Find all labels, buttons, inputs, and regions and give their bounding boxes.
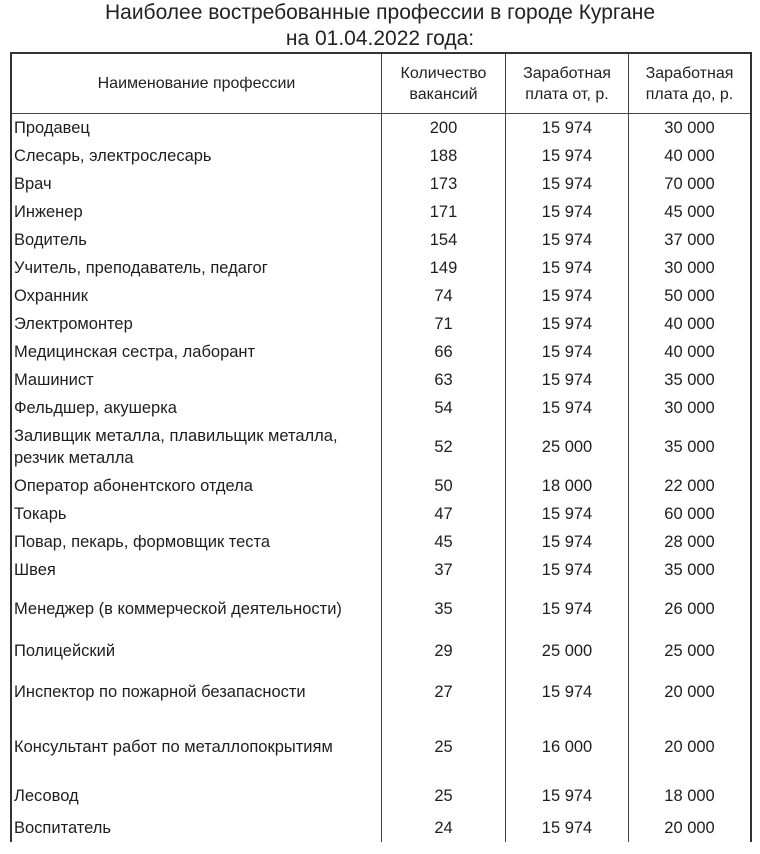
salary-from: 15 974 (505, 170, 628, 198)
vacancies-count: 74 (381, 282, 505, 310)
header-profession: Наименование профессии (97, 75, 296, 92)
vacancies-count: 171 (381, 198, 505, 226)
table-row (12, 668, 750, 716)
header-salary-from (505, 54, 628, 113)
salary-to: 18 000 (628, 778, 750, 814)
profession-name: Медицинская сестра, лаборант (14, 343, 256, 361)
salary-to: 37 000 (628, 226, 750, 254)
salary-from: 15 974 (505, 114, 628, 142)
profession-name: Повар, пекарь, формовщик теста (14, 533, 271, 551)
vacancies-count: 54 (381, 394, 505, 422)
professions-table (10, 52, 752, 842)
table-row (12, 226, 750, 254)
profession-name: Инженер (14, 203, 83, 221)
salary-to: 20 000 (628, 814, 750, 842)
vacancies-count: 50 (381, 472, 505, 500)
salary-from: 25 000 (505, 422, 628, 472)
header-vacancies-line2: вакансий (409, 85, 478, 103)
salary-to: 40 000 (628, 142, 750, 170)
salary-from: 15 974 (505, 500, 628, 528)
header-salary-from-line1: Заработная (523, 64, 611, 82)
salary-to: 40 000 (628, 338, 750, 366)
salary-from: 15 974 (505, 528, 628, 556)
table-row (12, 170, 750, 198)
salary-to: 30 000 (628, 394, 750, 422)
table-row (12, 472, 750, 500)
vacancies-count: 188 (381, 142, 505, 170)
header-salary-to-line1: Заработная (645, 64, 734, 82)
profession-name: Охранник (14, 287, 88, 305)
salary-from: 15 974 (505, 198, 628, 226)
vacancies-count: 29 (381, 634, 505, 668)
profession-name: Оператор абонентского отдела (14, 477, 253, 495)
table-row (12, 556, 750, 584)
salary-to: 35 000 (628, 366, 750, 394)
profession-name: Токарь (14, 505, 67, 523)
salary-to: 26 000 (628, 584, 750, 634)
table-row (12, 584, 750, 634)
table-header (12, 54, 750, 114)
salary-to: 20 000 (628, 668, 750, 716)
profession-name: Машинист (14, 371, 94, 389)
vacancies-count: 173 (381, 170, 505, 198)
vacancies-count: 66 (381, 338, 505, 366)
profession-name: Электромонтер (14, 315, 133, 333)
vacancies-count: 25 (381, 716, 505, 778)
header-vacancies (381, 54, 505, 113)
vacancies-count: 47 (381, 500, 505, 528)
salary-from: 15 974 (505, 584, 628, 634)
table-row (12, 500, 750, 528)
salary-from: 15 974 (505, 226, 628, 254)
vacancies-count: 63 (381, 366, 505, 394)
profession-name: Учитель, преподаватель, педагог (14, 259, 268, 277)
salary-from: 15 974 (505, 254, 628, 282)
header-vacancies-line1: Количество (400, 64, 487, 82)
profession-name: Слесарь, электрослесарь (14, 147, 212, 165)
table-row (12, 366, 750, 394)
salary-from: 15 974 (505, 310, 628, 338)
salary-from: 18 000 (505, 472, 628, 500)
vacancies-count: 37 (381, 556, 505, 584)
salary-to: 20 000 (628, 716, 750, 778)
profession-name: Лесовод (14, 787, 79, 805)
vacancies-count: 200 (381, 114, 505, 142)
document-date: на 01.04.2022 года: (285, 27, 475, 50)
salary-from: 15 974 (505, 778, 628, 814)
profession-name: Консультант работ по металлопокрытиям (14, 738, 333, 756)
vacancies-count: 27 (381, 668, 505, 716)
salary-to: 40 000 (628, 310, 750, 338)
header-salary-to-line2: плата до, р. (645, 85, 734, 103)
vacancies-count: 149 (381, 254, 505, 282)
profession-name: Полицейский (14, 642, 116, 660)
table-row (12, 634, 750, 668)
vacancies-count: 24 (381, 814, 505, 842)
salary-from: 15 974 (505, 282, 628, 310)
table-row (12, 142, 750, 170)
vacancies-count: 71 (381, 310, 505, 338)
table-row (12, 394, 750, 422)
table-row (12, 814, 750, 842)
table-row (12, 528, 750, 556)
vacancies-count: 25 (381, 778, 505, 814)
header-salary-to (628, 54, 750, 113)
salary-from: 15 974 (505, 338, 628, 366)
salary-from: 15 974 (505, 394, 628, 422)
vacancies-count: 154 (381, 226, 505, 254)
table-body (12, 114, 750, 842)
vacancies-count: 35 (381, 584, 505, 634)
table-row (12, 422, 750, 472)
salary-from: 15 974 (505, 142, 628, 170)
salary-to: 28 000 (628, 528, 750, 556)
profession-name: Воспитатель (14, 819, 111, 837)
salary-to: 35 000 (628, 556, 750, 584)
salary-to: 30 000 (628, 114, 750, 142)
table-row (12, 254, 750, 282)
salary-from: 15 974 (505, 366, 628, 394)
document-title: Наиболее востребованные профессии в городе Кургане (104, 1, 656, 24)
profession-name: Продавец (14, 119, 90, 137)
table-row (12, 778, 750, 814)
salary-to: 70 000 (628, 170, 750, 198)
profession-name: Врач (14, 175, 52, 193)
vacancies-count: 45 (381, 528, 505, 556)
profession-name: Инспектор по пожарной безапасности (14, 683, 306, 701)
table-row (12, 310, 750, 338)
salary-to: 45 000 (628, 198, 750, 226)
salary-to: 60 000 (628, 500, 750, 528)
table-row (12, 282, 750, 310)
table-row (12, 114, 750, 142)
salary-from: 15 974 (505, 556, 628, 584)
salary-from: 25 000 (505, 634, 628, 668)
profession-name: Фельдшер, акушерка (14, 399, 177, 417)
salary-to: 30 000 (628, 254, 750, 282)
profession-name: Заливщик металла, плавильщик металла, резчик металла (14, 427, 338, 467)
table-row (12, 338, 750, 366)
table-row (12, 198, 750, 226)
salary-to: 22 000 (628, 472, 750, 500)
salary-from: 15 974 (505, 668, 628, 716)
vacancies-count: 52 (381, 422, 505, 472)
profession-name: Водитель (14, 231, 87, 249)
table-row (12, 716, 750, 778)
salary-to: 50 000 (628, 282, 750, 310)
profession-name: Менеджер (в коммерческой деятельности) (14, 600, 342, 618)
salary-to: 25 000 (628, 634, 750, 668)
salary-from: 15 974 (505, 814, 628, 842)
header-salary-from-line2: плата от, р. (525, 85, 609, 103)
salary-to: 35 000 (628, 422, 750, 472)
profession-name: Швея (14, 561, 56, 579)
salary-from: 16 000 (505, 716, 628, 778)
